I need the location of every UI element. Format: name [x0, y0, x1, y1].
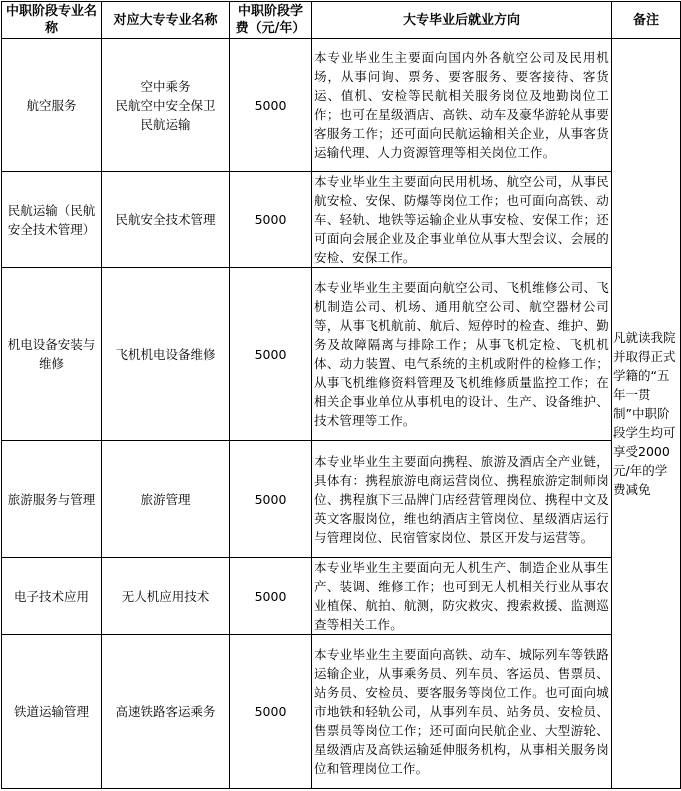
header-remark: 备注: [612, 2, 681, 39]
secondary-major-cell: 旅游服务与管理: [2, 441, 102, 558]
secondary-major-cell: 机电设备安装与维修: [2, 268, 102, 441]
career-direction-cell: 本专业毕业生主要面向携程、旅游及酒店全产业链，具体有：携程旅游电商运营岗位、携程旅游定制师岗位、携程旗下三品牌门店经营管理岗位、携程中文及英文客服岗位，维也纳酒店主管岗位、星级酒店运行与管理岗位、民宿管家岗位、景区开发与运营等。: [312, 441, 612, 558]
table-row: [2, 172, 681, 268]
college-major-cell: 民航安全技术管理: [102, 172, 230, 268]
college-major-cell: 高速铁路客运乘务: [102, 635, 230, 789]
college-major-cell: 飞机机电设备维修: [102, 268, 230, 441]
table-row: [2, 268, 681, 441]
table-row: [2, 635, 681, 789]
college-major-cell: 空中乘务 民航空中安全保卫 民航运输: [102, 39, 230, 172]
tuition-cell: 5000: [230, 39, 312, 172]
secondary-major-cell: 电子技术应用: [2, 558, 102, 635]
career-direction-cell: 本专业毕业生主要面向高铁、动车、城际列车等铁路运输企业，从事乘务员、列车员、客运员、售票员、站务员、安检员、要客服务等岗位工作。也可面向城市地铁和轻轨公司，从事列车员、站务员、安检员、售票员等岗位工作；还可面向民航企业、大型游轮、星级酒店及高铁运输延伸服务机构，从事相关服务岗位和管理岗位工作。: [312, 635, 612, 789]
career-direction-cell: 本专业毕业生主要面向国内外各航空公司及民用机场，从事问询、票务、要客服务、要客接待、客货运、值机、安检等民航相关服务岗位及地勤岗位工作；也可在星级酒店、高铁、动车及豪华游轮从事要客服务工作；还可面向民航运输相关企业，从事客货运输代理、人力资源管理等相关岗位工作。: [312, 39, 612, 172]
table-header-row: [2, 2, 681, 39]
college-major-cell: 旅游管理: [102, 441, 230, 558]
header-secondary-major: 中职阶段专业名称: [2, 2, 102, 39]
secondary-major-cell: 民航运输（民航安全技术管理）: [2, 172, 102, 268]
tuition-cell: 5000: [230, 441, 312, 558]
career-direction-cell: 本专业毕业生主要面向民用机场、航空公司，从事民航安检、安保、防爆等岗位工作；也可面向高铁、动车、轻轨、地铁等运输企业从事安检、安保工作；还可面向会展企业及企事业单位从事大型会议、会展的安检、安保工作。: [312, 172, 612, 268]
header-career-direction: 大专毕业后就业方向: [312, 2, 612, 39]
remark-cell: 凡就读我院并取得正式学籍的“五年一贯制”中职阶段学生均可享受2000元/年的学费减免: [612, 39, 681, 789]
secondary-major-cell: 铁道运输管理: [2, 635, 102, 789]
tuition-cell: 5000: [230, 558, 312, 635]
table-row: [2, 441, 681, 558]
tuition-cell: 5000: [230, 635, 312, 789]
table-row: [2, 39, 681, 172]
tuition-cell: 5000: [230, 268, 312, 441]
header-college-major: 对应大专专业名称: [102, 2, 230, 39]
tuition-cell: 5000: [230, 172, 312, 268]
header-tuition: 中职阶段学费（元/年）: [230, 2, 312, 39]
career-direction-cell: 本专业毕业生主要面向航空公司、飞机维修公司、飞机制造公司、机场、通用航空公司、航空器材公司等，从事飞机航前、航后、短停时的检查、维护、勤务及故障隔离与排除工作；从事飞机定检、飞机机体、动力装置、电气系统的主机或附件的检修工作；从事飞机维修资料管理及飞机维修质量监控工作；在相关企事业单位从事机电的设计、生产、设备维护、技术管理等工作。: [312, 268, 612, 441]
enrollment-majors-table: [1, 1, 681, 789]
secondary-major-cell: 航空服务: [2, 39, 102, 172]
college-major-cell: 无人机应用技术: [102, 558, 230, 635]
career-direction-cell: 本专业毕业生主要面向无人机生产、制造企业从事生产、装调、维修工作；也可到无人机相关行业从事农业植保、航拍、航测，防灾救灾、搜索救援、监测巡查等相关工作。: [312, 558, 612, 635]
table-row: [2, 558, 681, 635]
